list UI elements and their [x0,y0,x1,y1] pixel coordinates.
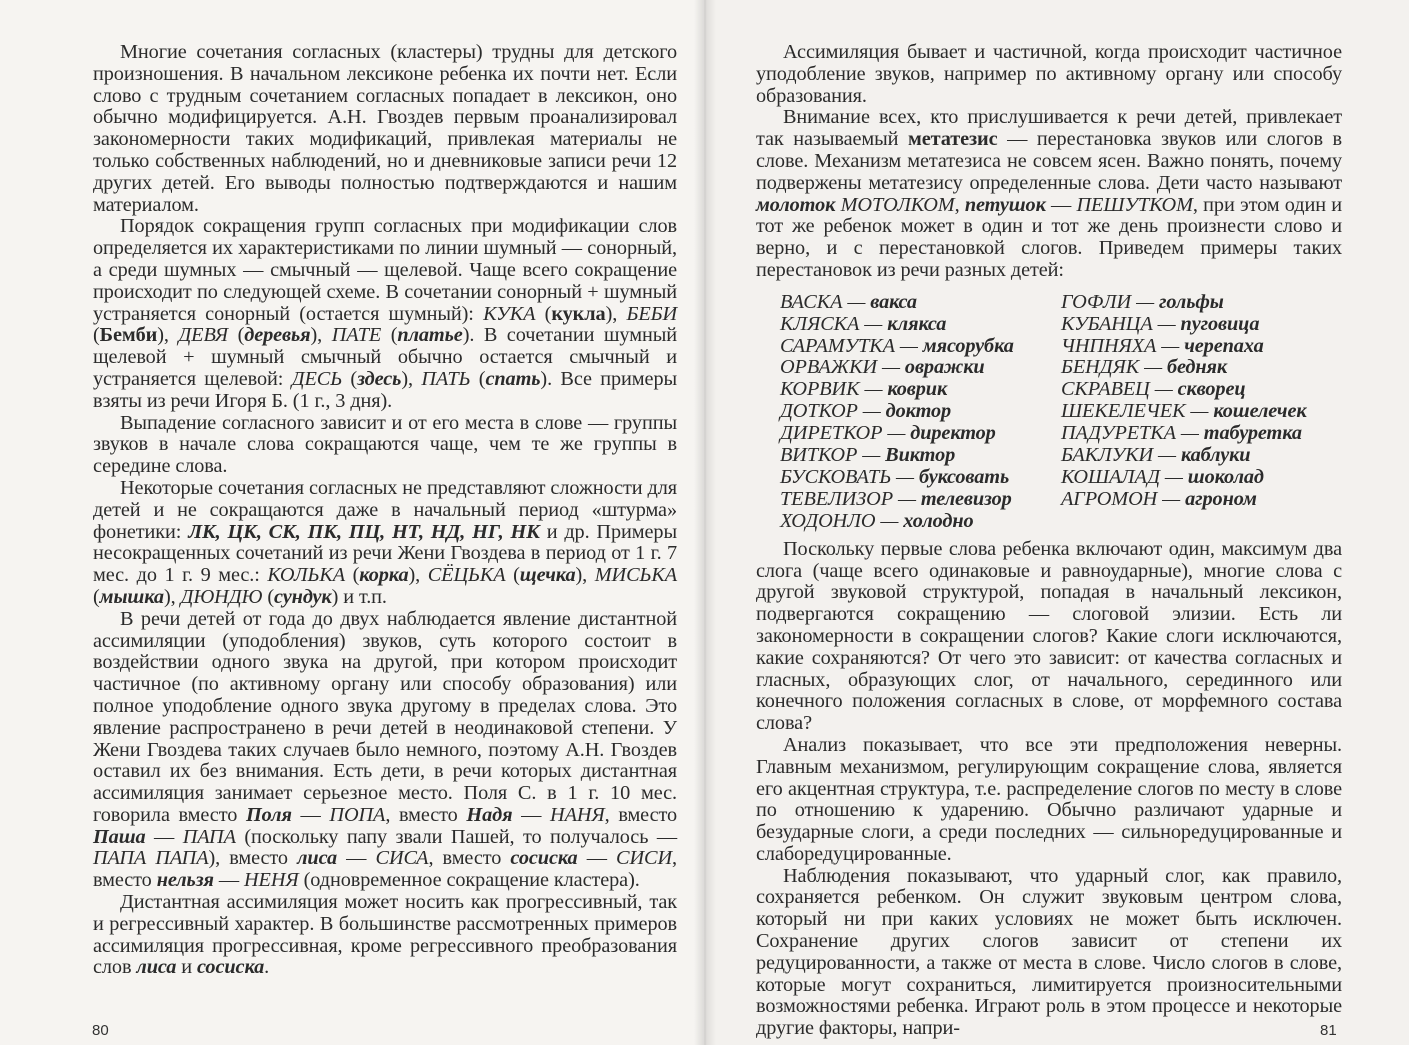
child-word: САРАМУТКА [780,334,895,357]
child-word: КУКА [483,302,536,325]
dash: — [1153,444,1181,467]
child-word: КУБАНЦА [1061,312,1153,335]
book-gutter-shadow [694,0,716,1045]
target-word: пуговица [1180,312,1260,335]
paragraph: Ассимиляция бывает и частичной, когда происходит частичное уподобление звуков, например по активному органу или способу образования. [756,41,1342,107]
dash: — [1175,422,1204,445]
child-word: КОРВИК [780,378,860,401]
dash: — [842,290,871,313]
child-word: СИСА [375,847,429,870]
target-word: овражки [904,356,985,379]
child-word: ШЕКЕЛЕЧЕК [1061,400,1186,423]
target-word: сундук [274,585,332,608]
paragraph: Дистантная ассимиляция может носить как прогрессивный, так и регрессивный характер. В большинстве рассмотренных примеров ассимиляция прогрессивная, кроме регрессивного преобразования слов лиса и сосиска. [93,891,677,979]
child-word: ГОФЛИ [1061,290,1132,313]
page-number: 81 [1320,1022,1337,1039]
target-word: Виктор [885,444,956,467]
target-word: скворец [1177,378,1246,401]
example-pair [780,511,1061,533]
example-pair [1061,379,1342,401]
example-pair [1061,467,1342,489]
target-word: агроном [1185,487,1257,510]
child-word: ДЕВЯ [178,324,229,347]
child-word: ЧНПНЯХА [1061,334,1157,357]
child-word: НЕНЯ [244,869,299,892]
cluster-list: ЛК, ЦК, СК, ПК, ПЦ, НТ, НД, НГ, НК [188,520,540,543]
dash: — [891,466,919,489]
dash: — [877,356,905,379]
dash: — [875,509,904,532]
child-word: ПАПА ПАПА [93,847,209,870]
target-word: Поля [245,803,292,826]
target-word: каблуки [1180,444,1251,467]
example-pair [780,489,1061,511]
child-word: ХОДОНЛО [780,509,876,532]
dash: — [894,334,923,357]
target-word: кукла [551,302,606,325]
child-word: ДЕСЬ [291,367,343,390]
example-pair [780,292,1061,314]
dash: — [882,422,911,445]
target-word: директор [910,422,996,445]
target-word: здесь [357,367,402,390]
paragraph: Выпадение согласного зависит и от его места в слове — группы звуков в начале слова сокращаются чаще, чем те же группы в середине слова. [93,411,677,478]
child-word: ПАТЕ [331,324,382,347]
examples-column-left [780,292,1061,533]
target-word: черепаха [1184,334,1264,357]
child-word: БУСКОВАТЬ [780,466,892,489]
child-word: СКРАВЕЦ [1061,378,1150,401]
dash: — [893,487,921,510]
example-pair [780,357,1061,379]
paragraph: Внимание всех, кто прислушивается к речи детей, привлекает так называемый метатезис — перестановка звуков или слогов в слове. Механизм метатезиса не совсем ясен. Важно понять, почему подвержены метатезису определенные слова. Дети часто называют молоток МОТОЛКОМ, петушок — ПЕШУТКОМ, при этом один и тот же ребенок может в один и тот же день произнести слово и верно, и с перестановкой слогов. Приведем примеры таких перестановок из речи разных детей: [756,106,1342,281]
example-pair [1061,423,1342,445]
target-word: телевизор [920,487,1012,510]
target-word: холодно [903,509,974,532]
example-pair [780,445,1061,467]
dash: — [859,312,888,335]
target-word: молоток [756,193,836,216]
target-word: платье [397,324,463,347]
child-word: ПОПА [329,803,386,826]
example-pair [780,336,1061,358]
child-word: ДОТКОР [780,400,858,423]
target-word: нельзя [156,869,214,892]
child-word: МОТОЛКОМ [840,193,955,216]
target-word: лиса [297,847,338,870]
target-word: сосиска [510,847,578,870]
target-word: клякса [887,312,947,335]
example-pair [780,467,1061,489]
child-word: БАКЛУКИ [1061,444,1154,467]
dash: — [1156,334,1185,357]
dash: — [1159,466,1188,489]
paragraph: В речи детей от года до двух наблюдается явление дистантной ассимиляции (уподобления) звуков, суть которого состоит в воздействии одного звука на другой, при котором происходит частичное (по активному органу или способу образования) или полное уподобление одного звука другому в пределах слова. Это явление распространено в речи детей в неодинаковой степени. У Жени Гвоздева таких случаев было немного, поэтому А.Н. Гвоздев оставил их без внимания. Есть дети, в речи которых дистантная ассимиляция занимает серьезное место. Поля С. в 1 г. 10 мес. говорила вместо Поля — ПОПА, вместо Надя — НАНЯ, вместо Паша — ПАПА (поскольку папу звали Пашей, то получалось — ПАПА ПАПА), вместо лиса — СИСА, вместо сосиска — СИСИ, вместо нельзя — НЕНЯ (одновременное сокращение кластера). [93,607,678,892]
child-word: ПАПА [182,825,236,848]
example-pair [780,314,1061,336]
child-word: ДИРЕТКОР [780,422,883,445]
child-word: МИСЬКА [594,564,678,587]
example-pair [1061,314,1342,336]
right-page [704,0,1409,1045]
child-word: АГРОМОН [1061,487,1158,510]
dash: — [859,378,888,401]
target-word: доктор [885,400,952,423]
target-word: вакса [870,290,917,313]
dash: — [1185,400,1214,423]
child-word: БЕНДЯК [1061,356,1140,379]
child-word: БЕБИ [626,302,678,325]
target-word: Паша [93,825,146,848]
example-pair [1061,401,1342,423]
dash: — [1131,290,1159,313]
page-number: 80 [92,1022,109,1039]
target-word: спать [485,367,541,390]
child-word: ДЮНДЮ [180,585,263,608]
child-word: ВИТКОР [780,444,858,467]
target-word: мышка [99,585,164,608]
child-word: ВАСКА [780,290,843,313]
left-page [0,0,704,1045]
dash: — [1157,487,1186,510]
target-word: бедняк [1166,356,1228,379]
child-word: ПЕШУТКОМ [1076,193,1193,216]
target-word: лиса [136,956,177,979]
example-pair [1061,292,1342,314]
paragraph: Многие сочетания согласных (кластеры) трудны для детского произношения. В начальном лексиконе ребенка их почти нет. Если слово с трудным сочетанием согласных попадает в лексикон, оно обычно модифицируется. А.Н. Гвоздев первым проанализировал закономерности таких модификаций, привлекая материалы не только собственных наблюдений, но и дневниковые записи речи 12 других детей. Его выводы полностью подтверждаются и нашим материалом. [93,41,677,216]
example-pair [780,423,1061,445]
child-word: КЛЯСКА [780,312,860,335]
paragraph: Анализ показывает, что все эти предположения неверны. Главным механизмом, регулирующим сокращение слова, является его акцентная структура, т.е. распределение слогов по месту в слове по отношению к ударению. Обычно различают ударные и безударные слоги, а среди последних — сильноредуцированные и слаборедуцированные. [756,733,1342,865]
paragraph: Наблюдения показывают, что ударный слог, как правило, сохраняется ребенком. Он служит звуковым центром слова, который ни при каких условиях не может быть исключен. Сохранение других слогов зависит от степени их редуцированности, а также от места в слове. Число слогов в слове, которые могут сохраниться, лимитируется произносительными возможностями ребенка. Играют роль в этом процессе и некоторые другие факторы, напри- [756,864,1342,1040]
dash: — [857,444,886,467]
target-word: сосиска [197,956,265,979]
target-word: коврик [887,378,948,401]
example-pair [780,401,1061,423]
target-word: корка [359,564,409,587]
target-word: шоколад [1187,466,1264,489]
example-pair [1061,489,1342,511]
child-word: ОРВАЖКИ [780,356,878,379]
target-word: петушок [964,193,1046,216]
example-pair [1061,357,1342,379]
target-word: деревья [244,324,311,347]
target-word: щечка [519,564,576,587]
target-word: гольфы [1158,290,1224,313]
child-word: КОШАЛАД [1061,466,1160,489]
example-pair [1061,336,1342,358]
left-text-column [93,42,677,979]
target-word: мясорубка [922,334,1014,357]
child-word: СИСИ [616,847,672,870]
target-word: Бемби [99,324,158,347]
examples-column-right [1061,292,1342,533]
target-word: буксовать [918,466,1010,489]
target-word: Надя [466,803,513,826]
paragraph: Порядок сокращения групп согласных при модификации слов определяется их характеристиками по линии шумный — сонорный, а среди шумных — смычный — щелевой. Чаще всего сокращение происходит по следующей схеме. В сочетании сонорный + шумный устраняется сонорный (остается шумный): КУКА (кукла), БЕБИ (Бемби), ДЕВЯ (деревья), ПАТЕ (платье). В сочетании шумный щелевой + шумный смычный обычно остается смычный и устраняется щелевой: ДЕСЬ (здесь), ПАТЬ (спать). Все примеры взяты из речи Игоря Б. (1 г., 3 дня). [93,215,678,412]
dash: — [1139,356,1167,379]
metathesis-examples [756,292,1342,533]
child-word: ПАТЬ [421,367,471,390]
target-word: табуретка [1203,422,1302,445]
example-pair [1061,445,1342,467]
paragraph: Некоторые сочетания согласных не представляют сложности для детей и не сокращаются даже в начальный период «штурма» фонетики: ЛК, ЦК, СК, ПК, ПЦ, НТ, НД, НГ, НК и др. Примеры несокращенных сочетаний из речи Жени Гвоздева в период от 1 г. 7 мес. до 1 г. 9 мес.: КОЛЬКА (корка), СЁЦЬКА (щечка), МИСЬКА (мышка), ДЮНДЮ (сундук) и т.п. [93,476,678,608]
child-word: ПАДУРЕТКА [1061,422,1176,445]
child-word: НАНЯ [550,803,605,826]
dash: — [1152,312,1181,335]
child-word: СЁЦЬКА [427,564,506,587]
child-word: ТЕВЕЛИЗОР [780,487,894,510]
term: метатезис [907,128,998,151]
dash: — [857,400,886,423]
paragraph: Поскольку первые слова ребенка включают один, максимум два слога (чаще всего одинаковые и равноударные), многие слова с другой звуковой структурой, попадая в начальный лексикон, подвергаются сокращению — слоговой элизии. Есть ли закономерности в сокращении слогов? Какие слоги исключаются, какие сохраняются? От чего это зависит: от качества согласных и гласных, образующих слог, от начального, серединного или конечного положения согласных в слове, от морфемного состава слова? [756,537,1342,735]
right-text-column [756,42,1342,1040]
child-word: КОЛЬКА [267,564,346,587]
target-word: кошелечек [1213,400,1307,423]
dash: — [1149,378,1178,401]
example-pair [780,379,1061,401]
